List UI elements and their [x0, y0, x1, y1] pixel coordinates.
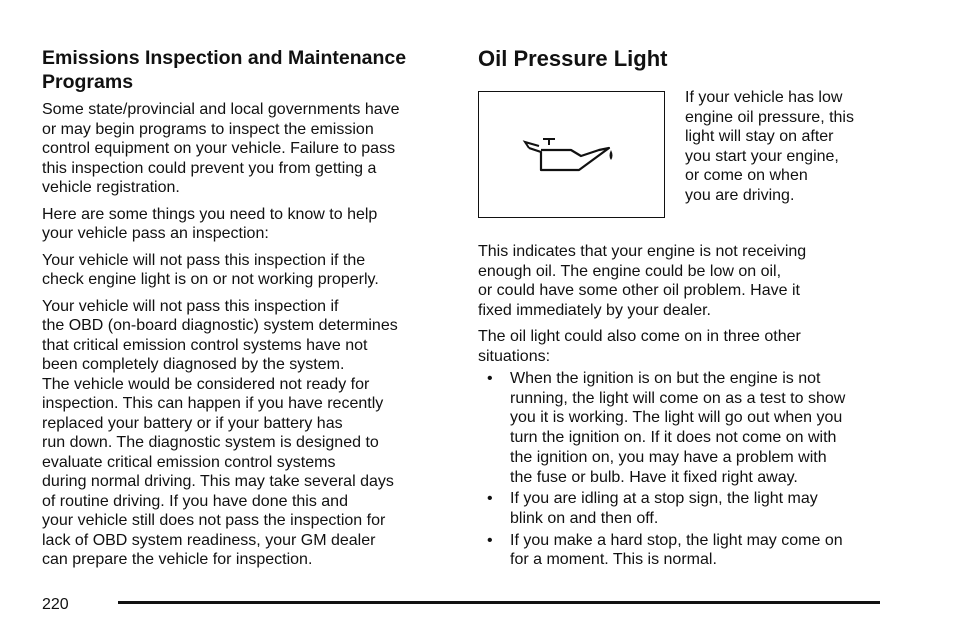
emissions-paragraph-4: Your vehicle will not pass this inspection if the OBD (on-board diagnostic) system determines that critical emission control systems have not been completely diagnosed by the system. The vehicle would be considered not ready for inspection. This can happen if you have recently replaced your battery or if your battery has run down. The diagnostic system is designed to evaluate critical emission control systems during normal driving. This may take several days of routine driving. If you have done this and your vehicle still does not pass the inspection for lack of OBD system readiness, your GM dealer can prepare the vehicle for inspection.: [42, 297, 398, 568]
list-item: • If you make a hard stop, the light may come on for a moment. This is normal.: [487, 531, 843, 569]
oil-light-figure-caption: If your vehicle has low engine oil pressure, this light will stay on after you start your engine, or come on when you are driving.: [685, 89, 854, 204]
oil-paragraph-2: The oil light could also come on in three other situations:: [478, 328, 801, 365]
right-column: [478, 46, 878, 572]
list-item: • If you are idling at a stop sign, the light may blink on and then off.: [487, 490, 818, 527]
oil-light-body: [478, 242, 878, 570]
oil-pressure-heading: Oil Pressure Light: [478, 46, 668, 71]
oil-light-figure: [478, 91, 665, 218]
bullet-icon: •: [487, 370, 493, 387]
bullet-icon: •: [487, 531, 493, 549]
left-column: [42, 46, 444, 577]
page-number: 220: [42, 596, 69, 613]
emissions-heading: Emissions Inspection and Maintenance Programs: [42, 47, 407, 93]
list-item: • When the ignition is on but the engine is not running, the light will come on as a test to show you it is working. The light will go out when you turn the ignition on. If it does not come on with the ignition on, you may have a problem with the fuse or bulb. Have it fixed right away.: [487, 370, 846, 486]
oil-situations-list: [478, 369, 878, 570]
emissions-paragraph-3: Your vehicle will not pass this inspection if the check engine light is on or not working properly.: [42, 251, 379, 288]
oil-can-icon: [521, 136, 621, 176]
footer-rule: [118, 601, 880, 604]
bullet-icon: •: [487, 490, 493, 508]
oil-light-figure-row: [478, 91, 878, 219]
emissions-paragraph-1: Some state/provincial and local governments have or may begin programs to inspect the emission control equipment on your vehicle. Failure to pass this inspection could prevent you from getting a vehicle registration.: [42, 101, 400, 196]
emissions-paragraph-2: Here are some things you need to know to help your vehicle pass an inspection:: [42, 205, 378, 242]
oil-paragraph-1: This indicates that your engine is not receiving enough oil. The engine could be low on oil, or could have some other oil problem. Have it fixed immediately by your dealer.: [478, 243, 807, 319]
